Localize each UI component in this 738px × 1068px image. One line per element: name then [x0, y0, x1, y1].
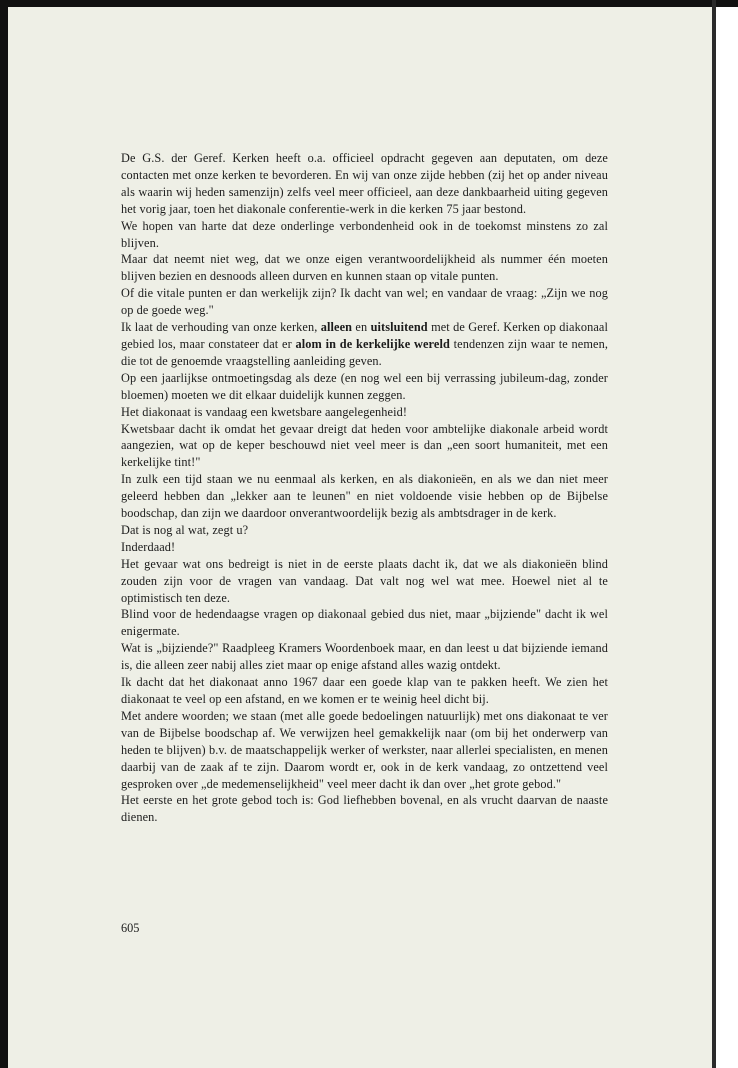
scan-border-right: [712, 0, 716, 1068]
paragraph: Dat is nog al wat, zegt u?: [121, 522, 249, 537]
body-text: [121, 150, 608, 826]
paragraph: Kwetsbaar dacht ik omdat het gevaar dreigt dat heden voor ambtelijke diakonale arbeid wordt aangezien, wat op de keper beschouwd niet veel meer is dan „een soort humaniteit, met een kerkelijke tint!": [121, 421, 608, 470]
paragraph: Maar dat neemt niet weg, dat we onze eigen verantwoordelijkheid als nummer één moeten blijven bezien en desnoods alleen durven en kunnen staan op vitale punten.: [121, 252, 608, 284]
paragraph: Op een jaarlijkse ontmoetingsdag als deze (en nog wel een bij verrassing jubileum-dag, zonder bloemen) moeten we dit elkaar duidelijk kunnen zeggen.: [121, 370, 608, 402]
scan-border-top: [0, 0, 738, 7]
bold-text: alleen: [320, 320, 353, 335]
text-run: met de Geref. Kerken op diakonaal gebied los, maar constateer dat er: [121, 320, 608, 351]
text-run: en: [352, 320, 371, 335]
paragraph: Het diakonaat is vandaag een kwetsbare aangelegenheid!: [121, 404, 408, 419]
paragraph-with-emphasis: [121, 319, 608, 370]
text-run: tendenzen zijn waar te nemen, die tot de genoemde vraagstelling aanleiding geven.: [121, 336, 608, 368]
paragraph: Ik dacht dat het diakonaat anno 1967 daar een goede klap van te pakken heeft. We zien het diakonaat te veel op een afstand, en we komen er te weinig heel dicht bij.: [121, 675, 608, 706]
paragraph: We hopen van harte dat deze onderlinge verbondenheid ook in de toekomst minstens zo zal blijven.: [121, 218, 608, 250]
bold-text: alom in de kerkelijke wereld: [295, 336, 450, 351]
paragraph: De G.S. der Geref. Kerken heeft o.a. officieel opdracht gegeven aan deputaten, om deze contacten met onze kerken te bevorderen. En wij van onze zijde hebben (zij het op ander niveau als waarin wij heden samenzijn) zelfs veel meer officieel, aan deze dankbaarheid uiting gegeven het vorig jaar, toen het diakonale conferentie-werk in die kerken 75 jaar bestond.: [121, 151, 608, 216]
paragraph: Het eerste en het grote gebod toch is: God liefhebben bovenal, en als vrucht daarvan de naaste dienen.: [121, 793, 608, 825]
paragraph: Of die vitale punten er dan werkelijk zijn? Ik dacht van wel; en vandaar de vraag: „Zijn we nog op de goede weg.": [121, 286, 608, 318]
document-page: [8, 7, 712, 1068]
paragraph: In zulk een tijd staan we nu eenmaal als kerken, en als diakonieën, en als we dan niet meer geleerd hebben dan „lekker aan te leunen" en niet voldoende visie hebben op de Bijbelse boodschap, dan zijn we daardoor onverantwoordelijk bezig als ambtsdrager in de kerk.: [121, 472, 608, 521]
paragraph: Inderdaad!: [121, 539, 176, 554]
paragraph: Het gevaar wat ons bedreigt is niet in de eerste plaats dacht ik, dat we als diakonieën blind zouden zijn voor de vragen van vandaag. Dat valt nog wel wat mee. Hoewel niet al te optimistisch ten deze.: [121, 556, 608, 605]
paragraph: Blind voor de hedendaagse vragen op diakonaal gebied dus niet, maar „bijziende" dacht ik wel enigermate.: [121, 607, 608, 639]
text-run: Ik laat de verhouding van onze kerken,: [121, 320, 321, 335]
bold-text: uitsluitend: [370, 320, 428, 335]
page-number: 605: [121, 921, 140, 935]
scan-border-left: [0, 0, 8, 1068]
paragraph: Wat is „bijziende?" Raadpleeg Kramers Woordenboek maar, en dan leest u dat bijziende iemand is, die alleen zeer nabij alles ziet maar op enige afstand alles wazig ontdekt.: [121, 641, 608, 673]
paragraph: Met andere woorden; we staan (met alle goede bedoelingen natuurlijk) met ons diakonaat te ver van de Bijbelse boodschap af. We verwijzen heel gemakkelijk naar (om bij het onderwerp van heden te blijven) b.v. de maatschappelijk werker of werkster, naar allerlei specialisten, en menen daarbij van de zaak af te zijn. Daarom wordt er, ook in de kerk vandaag, zo ontzettend veel gesproken over „de medemenselijkheid" veel meer dacht ik dan over „het grote gebod.": [121, 708, 608, 791]
